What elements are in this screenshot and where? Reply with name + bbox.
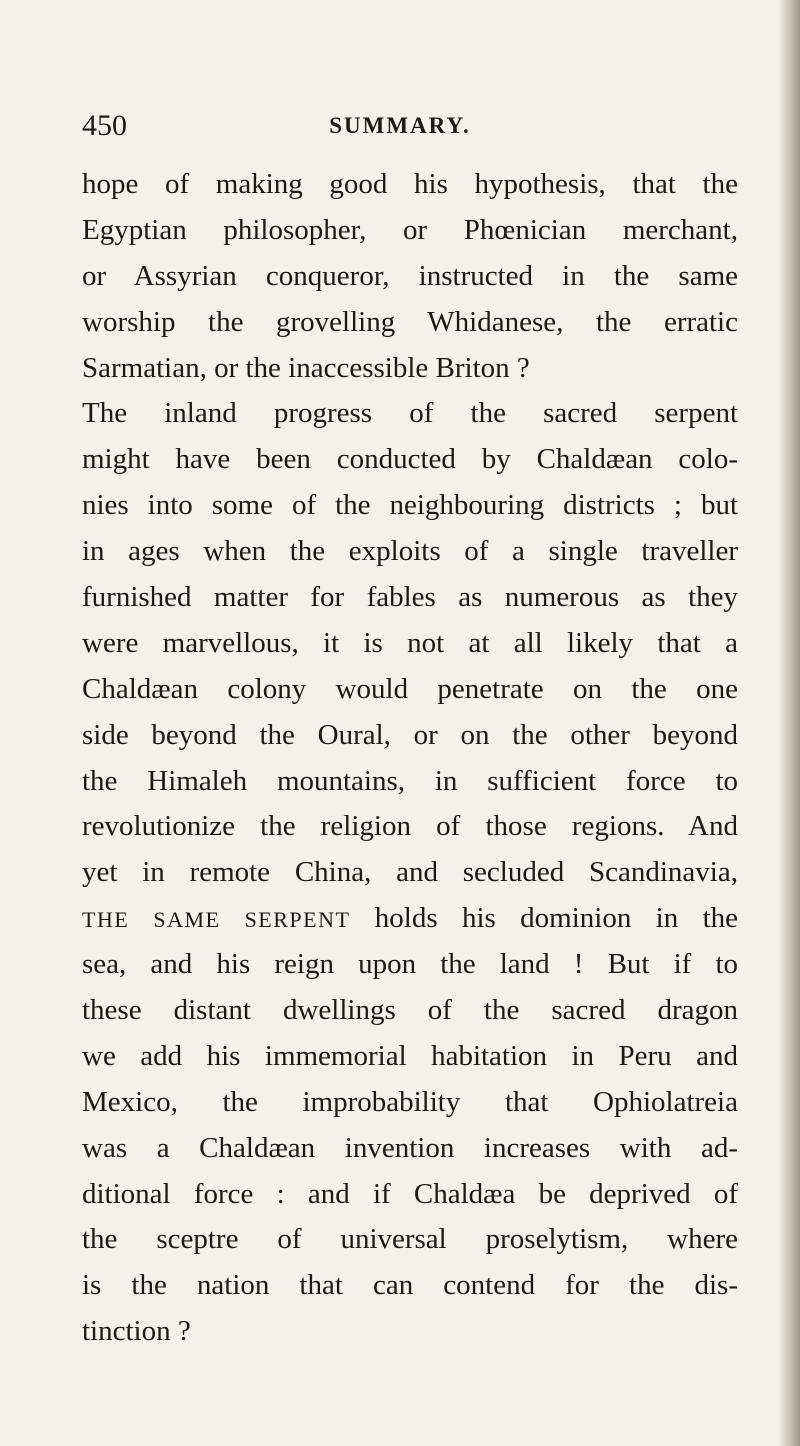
text-line-rest: holds his dominion in the: [374, 902, 738, 935]
text-line: tinction ?: [82, 1315, 191, 1348]
text-line: Chaldæan colony would penetrate on the one: [82, 672, 738, 705]
running-head: SUMMARY.: [329, 113, 471, 138]
text-line: or Assyrian conqueror, instructed in the same: [82, 259, 738, 292]
text-line: the Himaleh mountains, in sufficient force to: [82, 764, 738, 797]
text-line: these distant dwellings of the sacred dragon: [82, 994, 738, 1027]
page-number: 450: [82, 109, 127, 142]
page-edge-shadow: [778, 0, 800, 1446]
text-line: revolutionize the religion of those regions. And: [82, 810, 738, 843]
text-line: nies into some of the neighbouring districts ; but: [82, 489, 738, 522]
text-line: yet in remote China, and secluded Scandinavia,: [82, 856, 738, 889]
text-line: might have been conducted by Chaldæan colo-: [82, 443, 738, 476]
text-line: is the nation that can contend for the dis-: [82, 1269, 738, 1302]
page-header: [0, 106, 800, 146]
text-line: was a Chaldæan invention increases with ad-: [82, 1131, 738, 1164]
text-line: hope of making good his hypothesis, that the: [82, 168, 738, 200]
text-line: worship the grovelling Whidanese, the erratic: [82, 305, 738, 338]
text-line: Egyptian philosopher, or Phœnician merchant,: [82, 213, 738, 246]
text-line: we add his immemorial habitation in Peru and: [82, 1039, 738, 1072]
text-line: in ages when the exploits of a single traveller: [82, 535, 738, 568]
text-line: furnished matter for fables as numerous as they: [82, 581, 738, 614]
text-line: The inland progress of the sacred serpent: [82, 397, 738, 430]
text-line: Mexico, the improbability that Ophiolatreia: [82, 1085, 738, 1118]
text-line: were marvellous, it is not at all likely that a: [82, 626, 738, 659]
text-line: sea, and his reign upon the land ! But if to: [82, 948, 738, 981]
text-line-small-caps: [82, 896, 738, 942]
text-line: side beyond the Oural, or on the other beyond: [82, 718, 738, 751]
text-line: the sceptre of universal proselytism, where: [82, 1223, 738, 1256]
small-caps-phrase: THE SAME SERPENT: [82, 907, 351, 933]
body-text: [82, 162, 738, 1355]
text-line: ditional force : and if Chaldæa be deprived of: [82, 1177, 738, 1210]
text-line: Sarmatian, or the inaccessible Briton ?: [82, 351, 530, 384]
